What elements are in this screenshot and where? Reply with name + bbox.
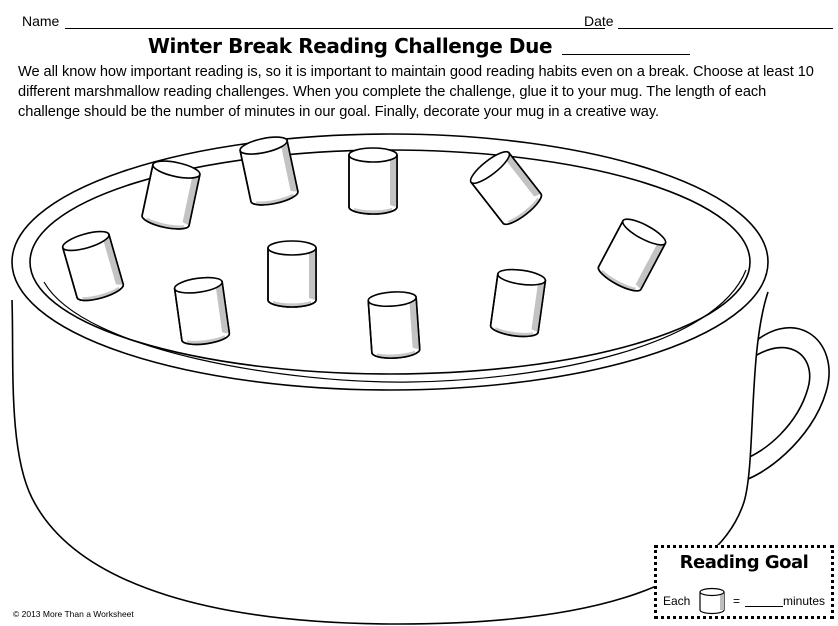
copyright-notice: © 2013 More Than a Worksheet (13, 609, 134, 619)
marshmallow-3 (349, 148, 397, 214)
each-label: Each (663, 594, 691, 608)
marshmallow-10 (490, 267, 547, 339)
marshmallow-7 (174, 275, 231, 347)
equals-sign: = (733, 594, 741, 608)
reading-goal-title: Reading Goal (679, 552, 809, 573)
reading-goal-box (654, 545, 834, 619)
date-label: Date (584, 13, 614, 29)
minutes-blank-line[interactable] (745, 606, 783, 607)
marshmallow-icon (697, 586, 727, 616)
name-label: Name (22, 13, 60, 29)
minutes-label: minutes (783, 594, 826, 608)
marshmallow-8 (268, 241, 316, 307)
instructions-paragraph: We all know how important reading is, so it is important to maintain good reading habits even on a break. Choose at least 10 different marshmallow reading challenges. When you complete the challenge, glue it to your mug. The length of each challenge should be the number of minutes in our goal. Finally, decorate your mug in a creative way. (18, 64, 814, 120)
marshmallow-9 (368, 290, 420, 359)
title-text: Winter Break Reading Challenge Due (147, 34, 553, 58)
